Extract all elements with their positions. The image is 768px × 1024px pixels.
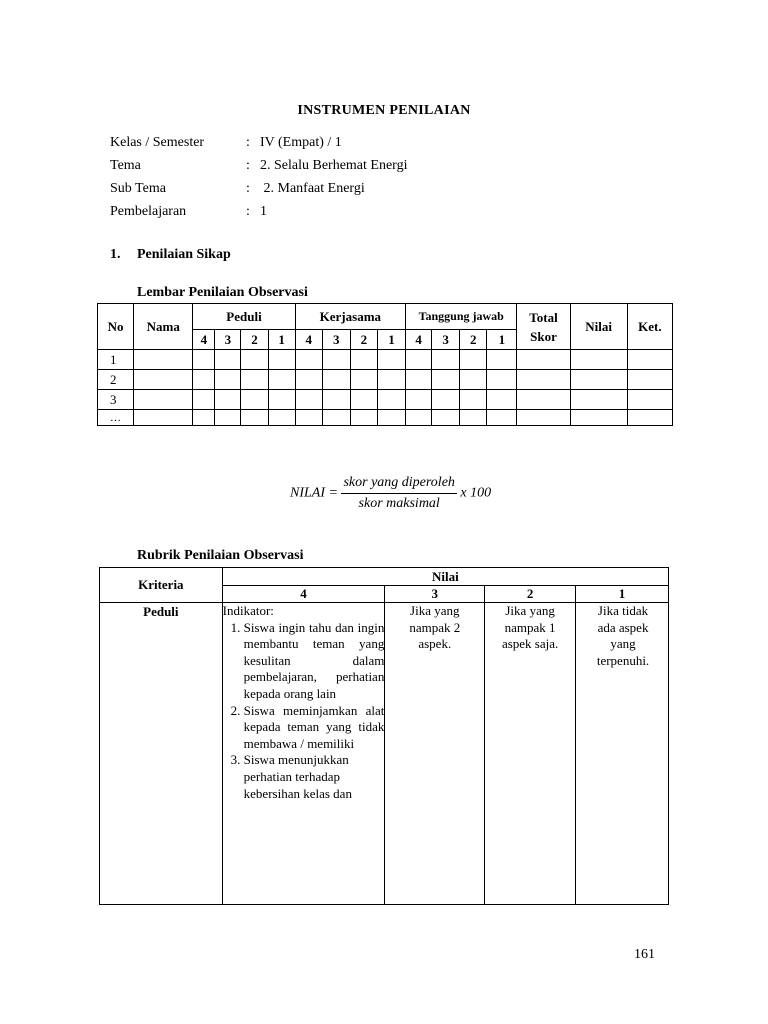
info-value: 2. Manfaat Energi xyxy=(260,181,365,196)
header-nama: Nama xyxy=(134,304,193,350)
row-number: 2 xyxy=(98,370,134,390)
info-label: Tema xyxy=(110,158,141,173)
row-number: … xyxy=(98,410,134,426)
header-tanggung-jawab: Tanggung jawab xyxy=(406,304,517,330)
formula-lhs: NILAI = xyxy=(290,485,338,501)
formula-denominator: skor maksimal xyxy=(358,496,440,511)
table-row xyxy=(98,350,673,370)
score-header: 3 xyxy=(215,330,241,350)
formula-fraction xyxy=(341,475,456,512)
header-ket: Ket. xyxy=(627,304,672,350)
list-item: 2. Siswa meminjamkan alat kepada teman yang tidak membawa / memiliki xyxy=(244,703,385,753)
score-header: 1 xyxy=(576,586,669,603)
formula-multiplier: x 100 xyxy=(460,485,492,501)
score-header: 4 xyxy=(295,330,322,350)
criterion-label: Peduli xyxy=(100,603,223,905)
indicator-list xyxy=(223,620,385,803)
section-number: 1. xyxy=(110,247,121,262)
score-header: 4 xyxy=(222,586,385,603)
header-kerjasama: Kerjasama xyxy=(295,304,405,330)
score-header: 4 xyxy=(406,330,432,350)
page-number: 161 xyxy=(634,947,655,962)
score-formula xyxy=(290,475,491,512)
header-total-skor: Total Skor xyxy=(517,304,570,350)
score-3-description: Jika yang nampak 2 aspek. xyxy=(385,603,485,905)
section-title: Penilaian Sikap xyxy=(137,247,231,262)
indicator-title: Indikator: xyxy=(222,603,274,618)
score-header: 2 xyxy=(350,330,377,350)
row-number: 1 xyxy=(98,350,134,370)
score-header: 2 xyxy=(460,330,487,350)
score-header: 3 xyxy=(432,330,460,350)
rubric-table xyxy=(99,567,669,905)
observation-caption: Lembar Penilaian Observasi xyxy=(137,285,308,300)
info-label: Kelas / Semester xyxy=(110,135,205,150)
observation-table xyxy=(97,303,673,426)
score-header: 3 xyxy=(322,330,350,350)
info-colon: : xyxy=(246,204,250,219)
score-2-description: Jika yang nampak 1 aspek saja. xyxy=(485,603,576,905)
header-peduli: Peduli xyxy=(193,304,295,330)
table-row xyxy=(98,390,673,410)
indicator-cell xyxy=(222,603,385,905)
formula-numerator: skor yang diperoleh xyxy=(341,475,456,494)
table-row xyxy=(98,410,673,426)
header-nilai: Nilai xyxy=(222,568,668,586)
header-no: No xyxy=(98,304,134,350)
score-header: 1 xyxy=(377,330,405,350)
table-row xyxy=(98,370,673,390)
list-item: 3. Siswa menunjukkan perhatian terhadap kebersihan kelas dan xyxy=(244,752,385,802)
rubric-caption: Rubrik Penilaian Observasi xyxy=(137,548,304,563)
header-nilai: Nilai xyxy=(570,304,627,350)
list-item: 1. Siswa ingin tahu dan ingin membantu teman yang kesulitan dalam pembelajaran, perhatian kepada orang lain xyxy=(244,620,385,703)
score-1-description: Jika tidak ada aspek yang terpenuhi. xyxy=(576,603,669,905)
info-colon: : xyxy=(246,181,250,196)
info-colon: : xyxy=(246,158,250,173)
info-value: 2. Selalu Berhemat Energi xyxy=(260,158,408,173)
info-colon: : xyxy=(246,135,250,150)
info-label: Pembelajaran xyxy=(110,204,187,219)
score-header: 2 xyxy=(485,586,576,603)
score-header: 1 xyxy=(487,330,517,350)
row-number: 3 xyxy=(98,390,134,410)
header-kriteria: Kriteria xyxy=(100,568,223,603)
info-value: 1 xyxy=(260,204,267,219)
score-header: 4 xyxy=(193,330,215,350)
info-label: Sub Tema xyxy=(110,181,166,196)
score-header: 3 xyxy=(385,586,485,603)
table-row xyxy=(100,603,669,905)
score-header: 2 xyxy=(241,330,268,350)
info-value: IV (Empat) / 1 xyxy=(260,135,342,150)
document-title: INSTRUMEN PENILAIAN xyxy=(297,103,471,118)
score-header: 1 xyxy=(268,330,295,350)
